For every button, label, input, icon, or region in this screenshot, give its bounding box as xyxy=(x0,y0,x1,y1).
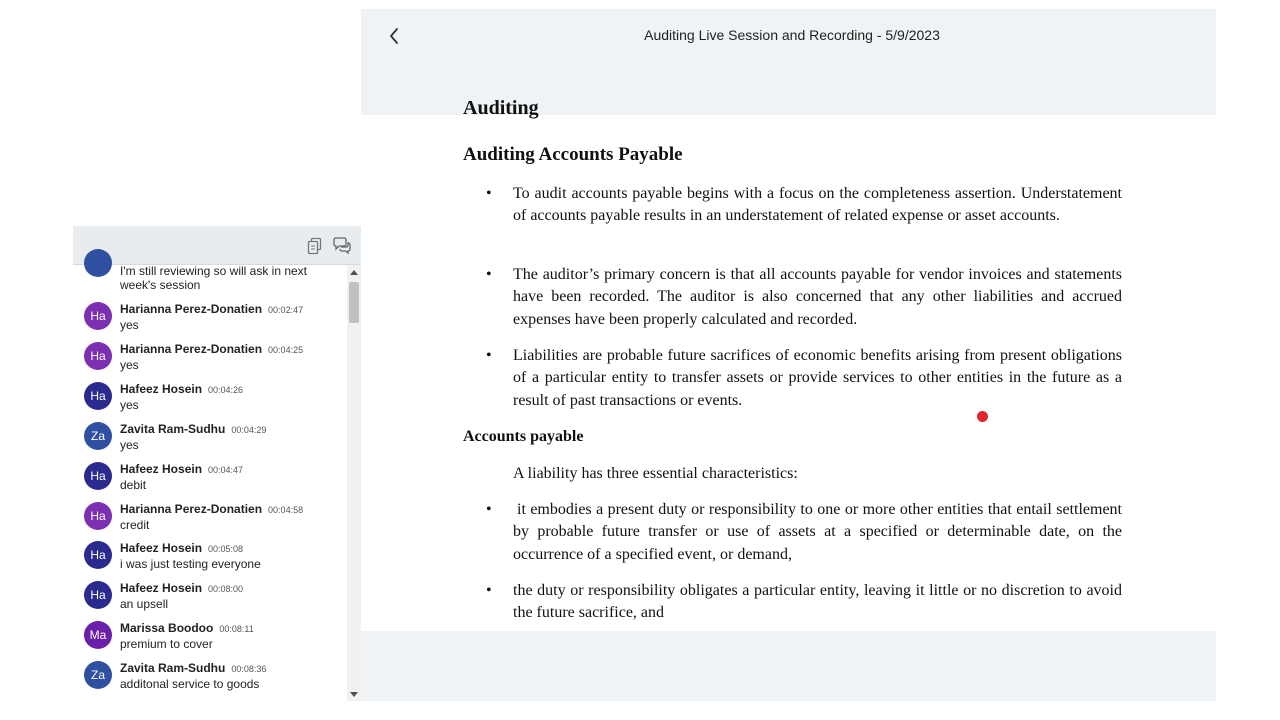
sender-name xyxy=(120,581,243,595)
message-text: yes xyxy=(120,318,139,332)
message-text: an upsell xyxy=(120,597,169,612)
sender-name xyxy=(120,541,243,555)
list-item xyxy=(73,342,347,382)
section-heading: Auditing Accounts Payable xyxy=(463,144,683,165)
scroll-down-arrow-icon[interactable] xyxy=(350,692,358,697)
scroll-up-arrow-icon[interactable] xyxy=(350,270,358,275)
timestamp: 00:04:25 xyxy=(268,344,304,355)
chat-message-list[interactable] xyxy=(73,265,347,701)
document-page xyxy=(361,97,1216,631)
avatar: Za xyxy=(84,661,112,689)
list-item xyxy=(73,621,347,661)
page-title: Auditing Live Session and Recording - 5/9/2023 xyxy=(644,27,940,43)
list-item xyxy=(73,541,347,581)
avatar: Ma xyxy=(84,621,112,649)
avatar: Ha xyxy=(84,382,112,410)
paragraph: The auditor’s primary concern is that all accounts payable for vendor invoices and statements have been recorded. The auditor is also concerned that any other liabilities and accrued expenses have been properly calculated and recorded. xyxy=(513,266,1122,328)
bullet: • xyxy=(486,347,492,364)
list-item xyxy=(73,302,347,342)
sender-name-text: Hafeez Hosein xyxy=(120,461,203,476)
sender-name xyxy=(120,382,243,396)
list-item xyxy=(73,253,347,293)
bullet: • xyxy=(486,266,492,283)
message-text: yes xyxy=(120,437,139,452)
sender-name-text: Harianna Perez-Donatien xyxy=(120,501,263,516)
sender-name-text: Zavita Ram-Sudhu xyxy=(120,661,226,676)
timestamp: 00:04:58 xyxy=(268,504,304,515)
paragraph: Liabilities are probable future sacrifices of economic benefits arising from present obligations of a particular entity to transfer assets or provide services to other entities in the future as a result of past transactions or events. xyxy=(513,347,1122,409)
avatar: Ha xyxy=(84,342,112,370)
message-text: additonal service to goods xyxy=(120,677,260,692)
timestamp: 00:05:08 xyxy=(208,544,244,555)
chat-panel xyxy=(73,9,361,701)
sender-name-text: Hafeez Hosein xyxy=(120,541,203,556)
avatar: Ha xyxy=(84,502,112,530)
sender-name xyxy=(120,422,266,436)
timestamp: 00:04:47 xyxy=(208,464,244,475)
sender-name-text: Hafeez Hosein xyxy=(120,581,203,596)
list-item xyxy=(73,422,347,462)
timestamp: 00:08:11 xyxy=(219,624,254,635)
list-item xyxy=(73,462,347,502)
paragraph: it embodies a present duty or responsibility to one or more other entities that entail settlement by probable future transfer or use of assets at a specified or determinable date, on the occurrence of a specified event, or demand, xyxy=(513,501,1122,563)
paragraph: the duty or responsibility obligates a particular entity, leaving it little or no discretion to avoid the future sacrifice, and xyxy=(513,582,1122,622)
laser-pointer-dot xyxy=(977,411,988,422)
timestamp: 00:08:00 xyxy=(208,584,244,595)
message-text: yes xyxy=(120,357,139,372)
avatar: Ha xyxy=(84,302,112,330)
list-item xyxy=(73,581,347,621)
list-item xyxy=(73,661,347,701)
bullet: • xyxy=(486,501,492,518)
message-text: i was just testing everyone xyxy=(120,557,261,572)
sender-name-text: Harianna Perez-Donatien xyxy=(120,341,263,356)
cut-off-heading: Auditing xyxy=(463,97,539,119)
list-item xyxy=(73,382,347,422)
avatar: Ha xyxy=(84,581,112,609)
avatar xyxy=(84,249,112,277)
avatar: Ha xyxy=(84,541,112,569)
list-item xyxy=(73,502,347,542)
message-text: premium to cover xyxy=(120,637,213,652)
sender-name xyxy=(120,342,303,356)
scrollbar-thumb[interactable] xyxy=(349,282,359,323)
bullet: • xyxy=(486,185,492,202)
sender-name-text: Marissa Boodoo xyxy=(120,621,214,636)
message-text: I'm still reviewing so will ask in next week's session xyxy=(120,264,308,292)
avatar: Ha xyxy=(84,462,112,490)
sender-name xyxy=(120,302,303,316)
chat-scrollbar[interactable] xyxy=(347,265,361,701)
bullet: • xyxy=(486,582,492,599)
timestamp: 00:08:36 xyxy=(231,664,267,675)
sender-name xyxy=(120,661,266,675)
avatar: Za xyxy=(84,422,112,450)
sender-name xyxy=(120,462,243,476)
document-viewer xyxy=(361,9,1216,701)
timestamp: 00:02:47 xyxy=(268,305,304,315)
message-text: debit xyxy=(120,477,147,492)
sender-name xyxy=(120,502,303,516)
section-heading: Accounts payable xyxy=(463,428,584,445)
timestamp: 00:04:26 xyxy=(208,384,244,395)
message-text: credit xyxy=(120,517,150,532)
viewer-bottombar xyxy=(361,631,1216,701)
paragraph: A liability has three essential characteristics: xyxy=(513,465,798,482)
message-text: yes xyxy=(120,397,139,412)
sender-name-text: Zavita Ram-Sudhu xyxy=(120,421,226,436)
sender-name-text: Harianna Perez-Donatien xyxy=(120,302,263,316)
app-window xyxy=(73,9,1216,701)
paragraph: To audit accounts payable begins with a focus on the completeness assertion. Understatement of accounts payable results in an understatement of related expense or asset accounts. xyxy=(513,185,1122,225)
timestamp: 00:04:29 xyxy=(231,424,267,435)
sender-name xyxy=(120,621,254,635)
sender-name-text: Hafeez Hosein xyxy=(120,381,203,396)
